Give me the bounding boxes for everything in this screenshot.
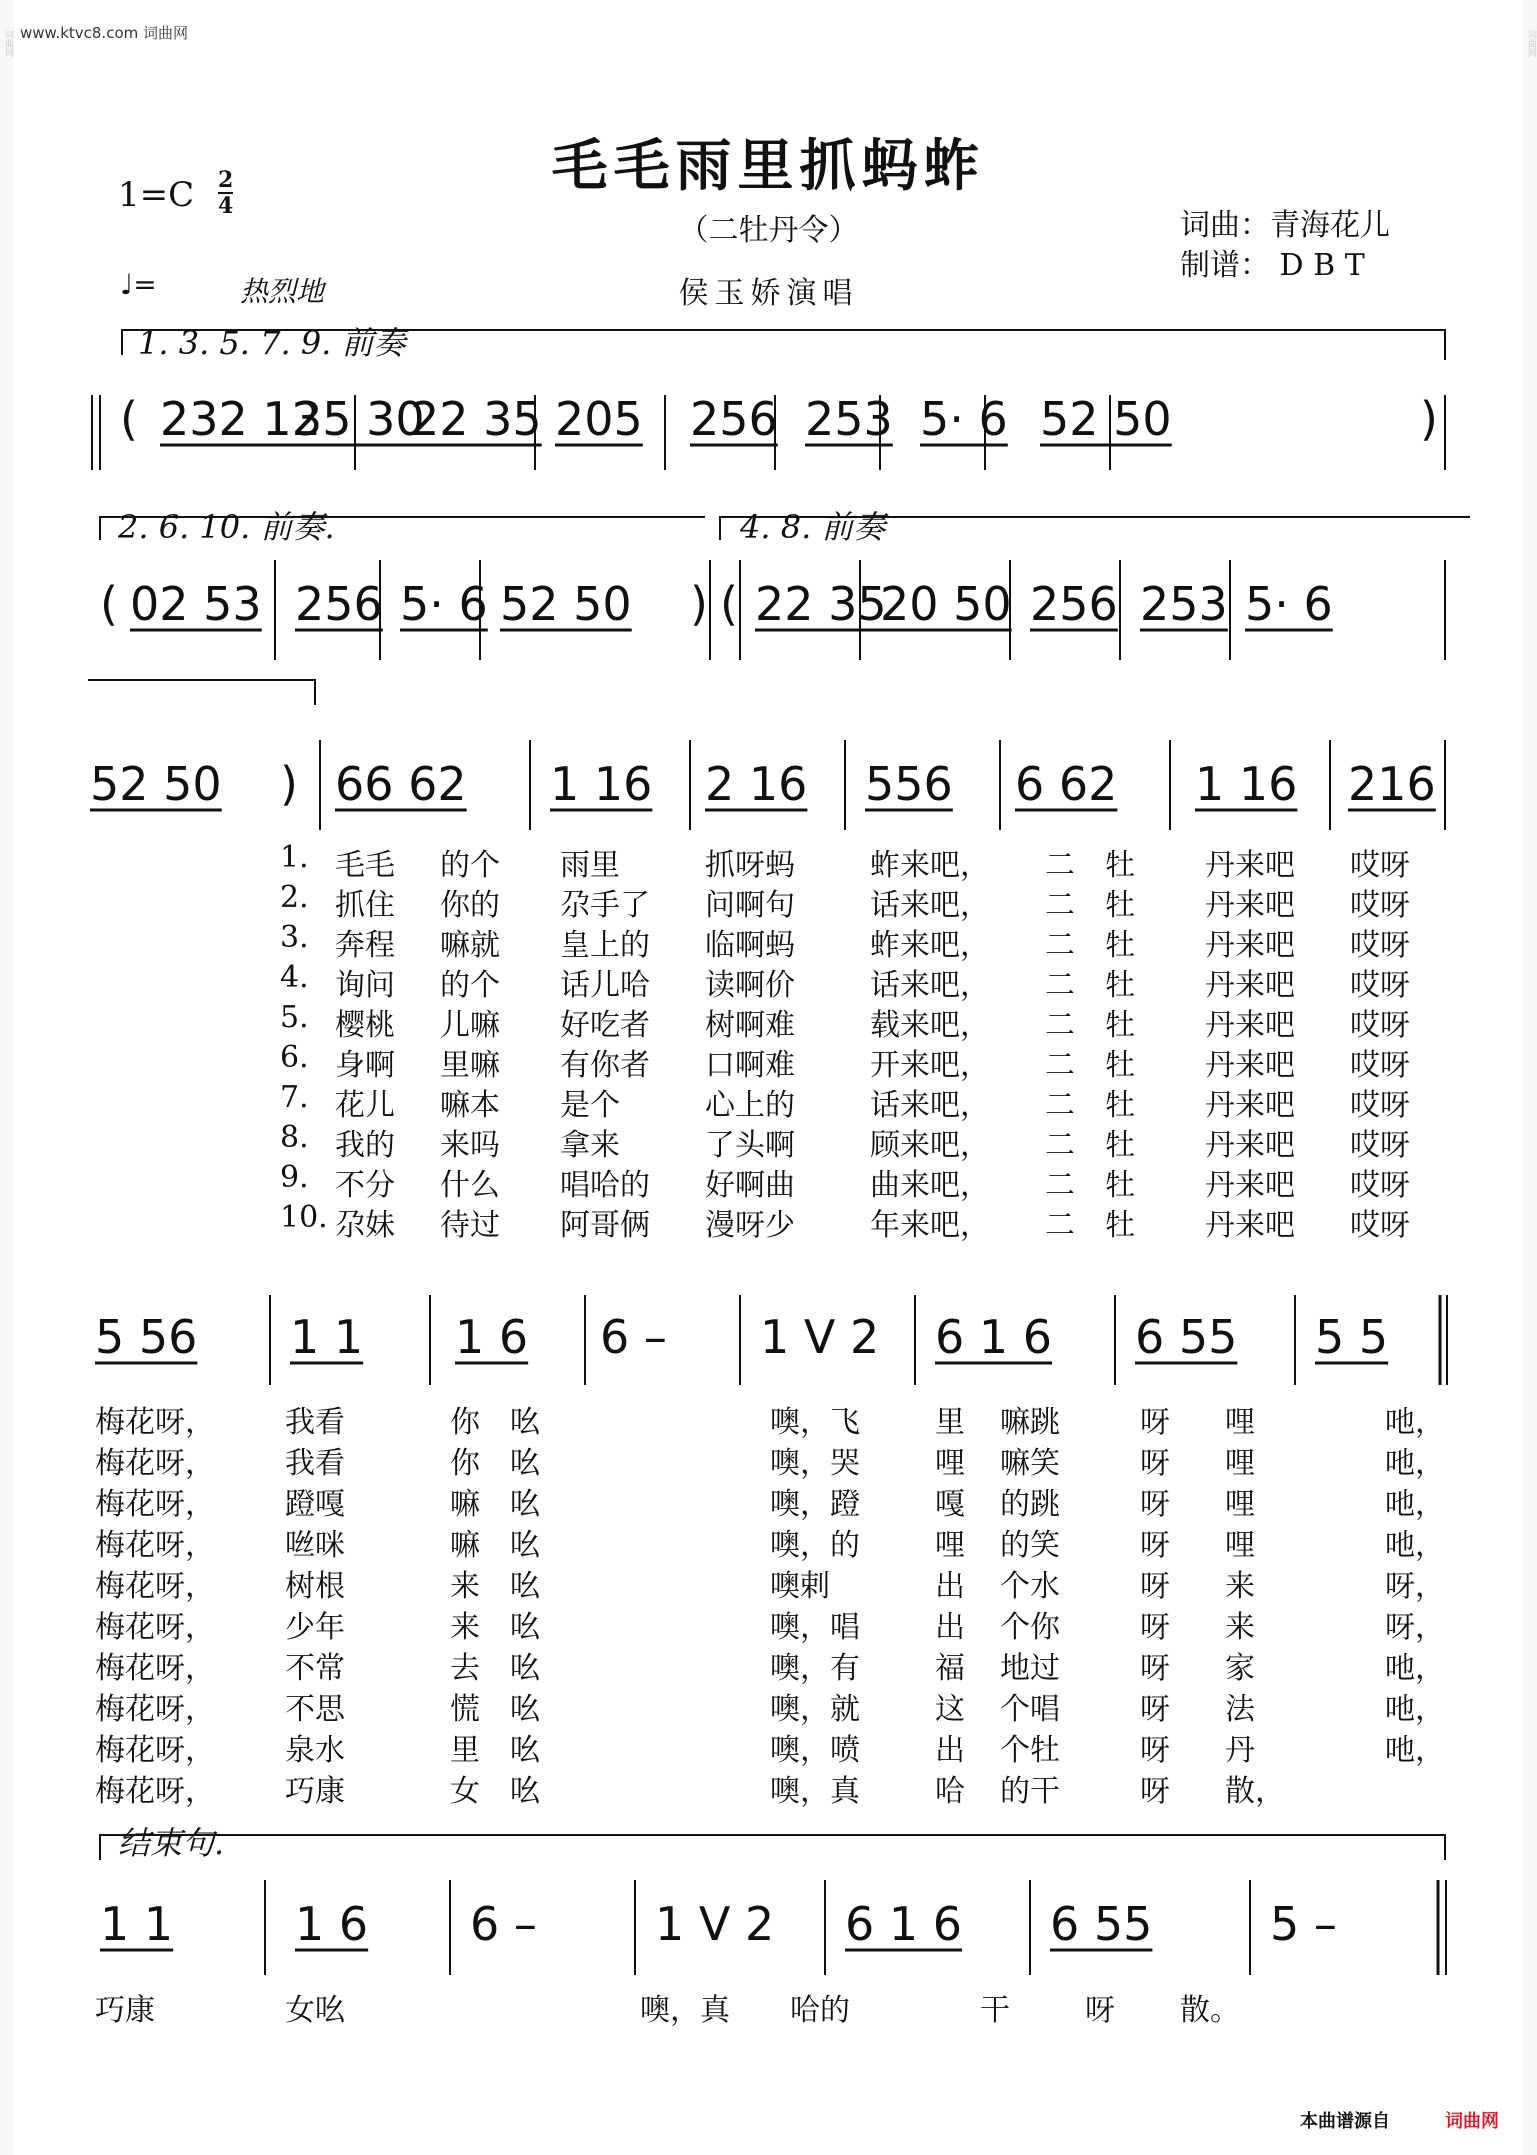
system-1 <box>92 392 1445 470</box>
footer-source: 本曲谱源自 <box>1300 2111 1390 2132</box>
lyric-syllable: 3. <box>280 920 309 955</box>
lyric-syllable: 好啊曲 <box>705 1168 795 1203</box>
note-group: 1 16 <box>1195 757 1298 811</box>
note-group: 6 55 <box>1135 1310 1238 1364</box>
lyric-syllable: 法 <box>1225 1692 1255 1727</box>
lyric-syllable: 噢，的 <box>770 1528 860 1563</box>
lyric-syllable: 吆 <box>510 1569 540 1604</box>
lyric-syllable: 吔， <box>1385 1651 1445 1686</box>
lyric-syllable: 待过 <box>440 1208 500 1243</box>
lyric-syllable: 梅花呀， <box>95 1651 215 1686</box>
note-group: 1 6 <box>455 1310 529 1364</box>
lyric-syllable: 哎呀 <box>1350 848 1410 883</box>
watermark-text: 词曲网 <box>3 30 13 57</box>
lyric-syllable: 牡 <box>1105 968 1135 1003</box>
footer-site-link[interactable]: 词曲网 <box>1445 2111 1499 2132</box>
lyric-syllable: 噢，就 <box>770 1692 860 1727</box>
lyric-syllable: 女 <box>450 1774 480 1809</box>
lyric-syllable: 牡 <box>1105 928 1135 963</box>
system-3 <box>90 740 1445 830</box>
notation-credit: 制谱： D B T <box>1180 248 1365 283</box>
lyric-syllable: 牡 <box>1105 1208 1135 1243</box>
lyric-syllable: 樱桃 <box>335 1008 395 1043</box>
note-group: 256 <box>1030 577 1118 631</box>
lyric-syllable: 询问 <box>335 968 395 1003</box>
lyric-syllable: 是个 <box>560 1088 620 1123</box>
lyric-syllable: 泉水 <box>285 1733 345 1768</box>
lyric-syllable: 吔， <box>1385 1528 1445 1563</box>
lyric-syllable: 吆 <box>510 1692 540 1727</box>
lyric-syllable: 树啊难 <box>705 1008 795 1043</box>
system-5 <box>100 1880 1446 1975</box>
lyric-syllable: 梅花呀， <box>95 1610 215 1645</box>
note-group: 5· 6 <box>920 392 1008 446</box>
lyric-syllable: 不分 <box>335 1168 395 1203</box>
lyric-syllable: 树根 <box>285 1569 345 1604</box>
lyric-syllable: 好吃者 <box>560 1008 650 1043</box>
volta-label-third: 4. 8. 前奏 <box>740 508 886 546</box>
note-group: ) <box>280 757 298 811</box>
note-group: 5· 6 <box>400 577 488 631</box>
lyric-syllable: 二 <box>1045 968 1075 1003</box>
lyric-syllable: 来 <box>450 1610 480 1645</box>
lyric-syllable: 哎呀 <box>1350 888 1410 923</box>
lyric-syllable: 梅花呀， <box>95 1692 215 1727</box>
note-group: 5 56 <box>95 1310 198 1364</box>
lyric-syllable: 去 <box>450 1651 480 1686</box>
note-group: 52 50 <box>90 757 222 811</box>
tempo-text: 热烈地 <box>240 275 325 308</box>
lyric-syllable: 丹来吧 <box>1205 1088 1295 1123</box>
lyric-syllable: 吆 <box>510 1774 540 1809</box>
lyric-syllable: 里嘛 <box>440 1048 500 1083</box>
lyric-syllable: 噢剌 <box>770 1569 830 1604</box>
lyric-syllable: 出 <box>935 1569 965 1604</box>
lyric-syllable: 9. <box>280 1160 309 1195</box>
lyric-syllable: 话儿哈 <box>560 968 650 1003</box>
lyric-syllable: 花儿 <box>335 1088 395 1123</box>
lyric-syllable: 牡 <box>1105 1128 1135 1163</box>
lyric-syllable: 哩 <box>1225 1405 1255 1440</box>
lyric-syllable: 的个 <box>440 968 500 1003</box>
note-group: 6 – <box>470 1897 537 1951</box>
lyric-syllable: 巧康 <box>95 1993 155 2028</box>
lyric-syllable: 丹来吧 <box>1205 1128 1295 1163</box>
lyric-syllable: 哩 <box>1225 1446 1255 1481</box>
lyric-syllable: 二 <box>1045 1128 1075 1163</box>
lyric-syllable: 儿嘛 <box>440 1008 500 1043</box>
lyric-syllable: 呀 <box>1140 1651 1170 1686</box>
lyric-syllable: 1. <box>280 840 309 875</box>
lyric-syllable: 毛毛 <box>335 848 395 883</box>
lyric-syllable: 年来吧， <box>870 1208 990 1243</box>
lyric-syllable: 二 <box>1045 1008 1075 1043</box>
lyric-syllable: 尕妹 <box>335 1208 395 1243</box>
lyrics-credit: 词曲：青海花儿 <box>1180 208 1390 243</box>
volta-bracket-second-continued <box>88 680 315 705</box>
lyric-syllable: 顾来吧， <box>870 1128 990 1163</box>
lyric-syllable: 巧康 <box>285 1774 345 1809</box>
lyric-syllable: 咝咪 <box>285 1528 345 1563</box>
lyric-syllable: 哈的 <box>790 1993 850 2028</box>
note-group: 1 1 <box>290 1310 364 1364</box>
song-subtitle: （二牡丹令） <box>678 213 859 248</box>
lyric-syllable: 蚱来吧， <box>870 848 990 883</box>
lyric-syllable: 有你者 <box>560 1048 650 1083</box>
lyric-syllable: 载来吧， <box>870 1008 990 1043</box>
lyric-syllable: 哎呀 <box>1350 1208 1410 1243</box>
lyric-syllable: 噢，有 <box>770 1651 860 1686</box>
lyric-syllable: 吔， <box>1385 1405 1445 1440</box>
lyric-syllable: 嘛就 <box>440 928 500 963</box>
key-signature: 1=C <box>118 175 195 215</box>
lyric-syllable: 呀 <box>1140 1692 1170 1727</box>
lyric-syllable: 7. <box>280 1080 309 1115</box>
lyric-syllable: 个水 <box>1000 1569 1060 1604</box>
note-group: 205 <box>555 392 643 446</box>
lyric-syllable: 吆 <box>510 1405 540 1440</box>
note-group: 20 50 <box>880 577 1012 631</box>
lyric-syllable: 丹来吧 <box>1205 848 1295 883</box>
lyric-syllable: 10. <box>280 1200 328 1235</box>
lyric-syllable: 的个 <box>440 848 500 883</box>
lyric-syllable: 哎呀 <box>1350 968 1410 1003</box>
lyric-syllable: 个牡 <box>1000 1733 1060 1768</box>
lyric-syllable: 吆 <box>510 1651 540 1686</box>
note-group: 5 5 <box>1315 1310 1389 1364</box>
lyric-syllable: 哎呀 <box>1350 1168 1410 1203</box>
lyric-syllable: 噢，唱 <box>770 1610 860 1645</box>
lyric-syllable: 哈 <box>935 1774 965 1809</box>
lyric-syllable: 里 <box>450 1733 480 1768</box>
tempo-symbol: ♩= <box>120 268 157 301</box>
lyric-syllable: 嘛笑 <box>1000 1446 1060 1481</box>
note-group: 256 <box>295 577 383 631</box>
lyric-syllable: 身啊 <box>335 1048 395 1083</box>
volta-label-first: 1. 3. 5. 7. 9. 前奏 <box>138 324 406 362</box>
lyric-syllable: 你的 <box>440 888 500 923</box>
note-group: 5 – <box>1270 1897 1337 1951</box>
note-group: 22 35 <box>755 577 887 631</box>
lyric-syllable: 里 <box>935 1405 965 1440</box>
song-title: 毛毛雨里抓蚂蚱 <box>551 133 986 199</box>
note-group: 253 <box>805 392 893 446</box>
lyric-syllable: 呀 <box>1140 1610 1170 1645</box>
lyric-syllable: 呀 <box>1140 1733 1170 1768</box>
time-signature-top: 2 <box>218 167 234 193</box>
note-group: 6 – <box>600 1310 667 1364</box>
lyric-syllable: 开来吧， <box>870 1048 990 1083</box>
lyric-syllable: 什么 <box>440 1168 500 1203</box>
lyric-syllable: 曲来吧， <box>870 1168 990 1203</box>
lyric-syllable: 个唱 <box>1000 1692 1060 1727</box>
lyric-syllable: 我看 <box>285 1446 345 1481</box>
lyric-syllable: 吔， <box>1385 1733 1445 1768</box>
lyric-syllable: 梅花呀， <box>95 1569 215 1604</box>
lyric-syllable: 4. <box>280 960 309 995</box>
lyric-syllable: 哎呀 <box>1350 1088 1410 1123</box>
note-group: ) <box>690 577 708 631</box>
lyric-syllable: 丹 <box>1225 1733 1255 1768</box>
lyric-syllable: 吔， <box>1385 1692 1445 1727</box>
lyric-syllable: 呀 <box>1140 1774 1170 1809</box>
lyric-syllable: 丹来吧 <box>1205 968 1295 1003</box>
lyric-syllable: 吆 <box>510 1487 540 1522</box>
lyric-syllable: 的笑 <box>1000 1528 1060 1563</box>
lyric-syllable: 噢，真 <box>770 1774 860 1809</box>
lyric-syllable: 呀 <box>1140 1569 1170 1604</box>
lyric-syllable: 丹来吧 <box>1205 1008 1295 1043</box>
lyric-syllable: 哎呀 <box>1350 1048 1410 1083</box>
lyric-syllable: 嘎 <box>935 1487 965 1522</box>
lyric-syllable: 2. <box>280 880 309 915</box>
note-group: 22 35 <box>410 392 542 446</box>
volta-bracket-first <box>122 330 1445 360</box>
lyric-syllable: 奔程 <box>335 928 395 963</box>
lyric-syllable: 噢，哭 <box>770 1446 860 1481</box>
lyric-syllable: 了头啊 <box>705 1128 795 1163</box>
lyric-syllable: 抓呀蚂 <box>705 848 795 883</box>
lyric-syllable: 你 <box>450 1405 480 1440</box>
lyric-syllable: 吔， <box>1385 1487 1445 1522</box>
time-signature-bottom: 4 <box>218 193 234 219</box>
lyric-syllable: 梅花呀， <box>95 1528 215 1563</box>
lyric-syllable: 出 <box>935 1610 965 1645</box>
lyric-syllable: 出 <box>935 1733 965 1768</box>
lyric-syllable: 吆 <box>510 1733 540 1768</box>
note-group: 2 16 <box>705 757 808 811</box>
lyric-syllable: 嘛 <box>450 1528 480 1563</box>
lyric-syllable: 话来吧， <box>870 888 990 923</box>
note-group: 253 <box>1140 577 1228 631</box>
volta-bracket-third <box>720 517 1470 540</box>
lyric-syllable: 8. <box>280 1120 309 1155</box>
volta-bracket-ending <box>100 1835 1445 1860</box>
lyric-syllable: 来吗 <box>440 1128 500 1163</box>
volta-label-ending: 结束句. <box>118 1824 225 1862</box>
lyric-syllable: 皇上的 <box>560 928 650 963</box>
lyric-syllable: 牡 <box>1105 1168 1135 1203</box>
lyric-syllable: 丹来吧 <box>1205 928 1295 963</box>
lyric-syllable: 个你 <box>1000 1610 1060 1645</box>
note-group: 02 53 <box>130 577 262 631</box>
lyric-syllable: 你 <box>450 1446 480 1481</box>
lyric-syllable: 二 <box>1045 1088 1075 1123</box>
lyric-syllable: 雨里 <box>560 848 620 883</box>
lyric-syllable: 我的 <box>335 1128 395 1163</box>
lyric-syllable: 6. <box>280 1040 309 1075</box>
lyric-syllable: 噢，蹬 <box>770 1487 860 1522</box>
lyric-syllable: 吔， <box>1385 1446 1445 1481</box>
lyric-syllable: 哎呀 <box>1350 928 1410 963</box>
lyric-syllable: 嘛跳 <box>1000 1405 1060 1440</box>
lyric-syllable: 呀 <box>1140 1405 1170 1440</box>
note-group: 52 50 <box>1040 392 1172 446</box>
lyric-syllable: 哩 <box>935 1446 965 1481</box>
note-group: 1 V 2 <box>655 1897 775 1951</box>
lyric-syllable: 嘛 <box>450 1487 480 1522</box>
lyric-syllable: 福 <box>935 1651 965 1686</box>
lyric-syllable: 二 <box>1045 1168 1075 1203</box>
lyric-syllable: 呀 <box>1085 1993 1115 2028</box>
lyric-syllable: 来 <box>1225 1569 1255 1604</box>
note-group: ( <box>720 577 738 631</box>
lyric-syllable: 干 <box>980 1993 1010 2028</box>
lyric-syllable: 话来吧， <box>870 1088 990 1123</box>
lyric-syllable: 呀， <box>1385 1569 1445 1604</box>
note-group: ( <box>120 392 138 446</box>
lyric-syllable: 梅花呀， <box>95 1774 215 1809</box>
lyric-syllable: 梅花呀， <box>95 1405 215 1440</box>
lyric-syllable: 呀 <box>1140 1528 1170 1563</box>
note-group: 232 12 <box>160 392 321 446</box>
note-group: 6 1 6 <box>935 1310 1053 1364</box>
lyric-syllable: 二 <box>1045 928 1075 963</box>
lyric-syllable: 丹来吧 <box>1205 888 1295 923</box>
note-group: 1 6 <box>295 1897 369 1951</box>
lyric-syllable: 少年 <box>285 1610 345 1645</box>
lyric-syllable: 呀 <box>1140 1487 1170 1522</box>
lyric-syllable: 不常 <box>285 1651 345 1686</box>
lyric-syllable: 二 <box>1045 1208 1075 1243</box>
lyric-syllable: 哎呀 <box>1350 1008 1410 1043</box>
singer-credit: 侯玉娇演唱 <box>678 276 859 311</box>
note-group: ( <box>100 577 118 631</box>
lyric-syllable: 尕手了 <box>560 888 650 923</box>
lyric-syllable: 漫呀少 <box>705 1208 795 1243</box>
system-2 <box>100 560 1445 660</box>
lyric-syllable: 呀 <box>1140 1446 1170 1481</box>
lyric-syllable: 噢，真 <box>640 1993 730 2028</box>
lyric-syllable: 散。 <box>1180 1993 1240 2028</box>
lyric-syllable: 噢，喷 <box>770 1733 860 1768</box>
lyric-syllable: 吆 <box>510 1528 540 1563</box>
lyric-syllable: 牡 <box>1105 1088 1135 1123</box>
lyric-syllable: 牡 <box>1105 1048 1135 1083</box>
lyric-syllable: 哎呀 <box>1350 1128 1410 1163</box>
note-group: ) <box>1420 392 1438 446</box>
lyric-syllable: 我看 <box>285 1405 345 1440</box>
lyric-syllable: 来 <box>1225 1610 1255 1645</box>
lyric-syllable: 临啊蚂 <box>705 928 795 963</box>
lyric-syllable: 梅花呀， <box>95 1733 215 1768</box>
site-note[interactable]: www.ktvc8.com 词曲网 <box>20 24 189 42</box>
lyric-syllable: 阿哥俩 <box>560 1208 650 1243</box>
lyric-syllable: 口啊难 <box>705 1048 795 1083</box>
note-group: 556 <box>865 757 953 811</box>
lyric-syllable: 吆 <box>510 1446 540 1481</box>
lyric-syllable: 地过 <box>1000 1651 1060 1686</box>
lyric-syllable: 牡 <box>1105 888 1135 923</box>
lyric-syllable: 吆 <box>510 1610 540 1645</box>
lyric-syllable: 牡 <box>1105 1008 1135 1043</box>
lyric-syllable: 蚱来吧， <box>870 928 990 963</box>
note-group: 1 V 2 <box>760 1310 880 1364</box>
lyric-syllable: 抓住 <box>335 888 395 923</box>
lyric-syllable: 的干 <box>1000 1774 1060 1809</box>
lyric-syllable: 家 <box>1225 1651 1255 1686</box>
lyric-syllable: 嘛本 <box>440 1088 500 1123</box>
lyric-syllable: 5. <box>280 1000 309 1035</box>
note-group: 6 1 6 <box>845 1897 963 1951</box>
note-group: 35 30 <box>293 392 425 446</box>
note-group: 256 <box>690 392 778 446</box>
lyric-syllable: 的跳 <box>1000 1487 1060 1522</box>
lyric-syllable: 蹬嘎 <box>285 1487 345 1522</box>
lyric-syllable: 丹来吧 <box>1205 1208 1295 1243</box>
lyric-syllable: 哩 <box>935 1528 965 1563</box>
lyric-syllable: 心上的 <box>705 1088 795 1123</box>
lyric-syllable: 梅花呀， <box>95 1487 215 1522</box>
note-group: 1 1 <box>100 1897 174 1951</box>
lyric-syllable: 不思 <box>285 1692 345 1727</box>
lyric-syllable: 哩 <box>1225 1528 1255 1563</box>
lyric-syllable: 噢，飞 <box>770 1405 860 1440</box>
lyric-syllable: 二 <box>1045 848 1075 883</box>
lyric-syllable: 哩 <box>1225 1487 1255 1522</box>
note-group: 52 50 <box>500 577 632 631</box>
note-group: 66 62 <box>335 757 467 811</box>
lyric-syllable: 丹来吧 <box>1205 1048 1295 1083</box>
lyric-syllable: 女吆 <box>285 1993 345 2028</box>
volta-bracket-second <box>100 517 705 540</box>
lyric-syllable: 丹来吧 <box>1205 1168 1295 1203</box>
watermark-text: 词曲网 <box>1526 30 1536 57</box>
lyric-syllable: 二 <box>1045 888 1075 923</box>
note-group: 1 16 <box>550 757 653 811</box>
system-4 <box>95 1295 1447 1385</box>
note-group: 5· 6 <box>1245 577 1333 631</box>
lyric-syllable: 梅花呀， <box>95 1446 215 1481</box>
lyric-syllable: 二 <box>1045 1048 1075 1083</box>
lyric-syllable: 唱哈的 <box>560 1168 650 1203</box>
lyric-syllable: 呀， <box>1385 1610 1445 1645</box>
volta-label-second: 2. 6. 10. 前奏. <box>118 508 335 546</box>
note-group: 216 <box>1348 757 1436 811</box>
lyric-syllable: 来 <box>450 1569 480 1604</box>
lyric-syllable: 牡 <box>1105 848 1135 883</box>
lyric-syllable: 散， <box>1225 1774 1285 1809</box>
note-group: 6 62 <box>1015 757 1118 811</box>
lyric-syllable: 问啊句 <box>705 888 795 923</box>
lyric-syllable: 读啊价 <box>705 968 795 1003</box>
note-group: 6 55 <box>1050 1897 1153 1951</box>
lyric-syllable: 话来吧， <box>870 968 990 1003</box>
lyric-syllable: 这 <box>935 1692 965 1727</box>
lyric-syllable: 慌 <box>450 1692 480 1727</box>
lyric-syllable: 拿来 <box>560 1128 620 1163</box>
